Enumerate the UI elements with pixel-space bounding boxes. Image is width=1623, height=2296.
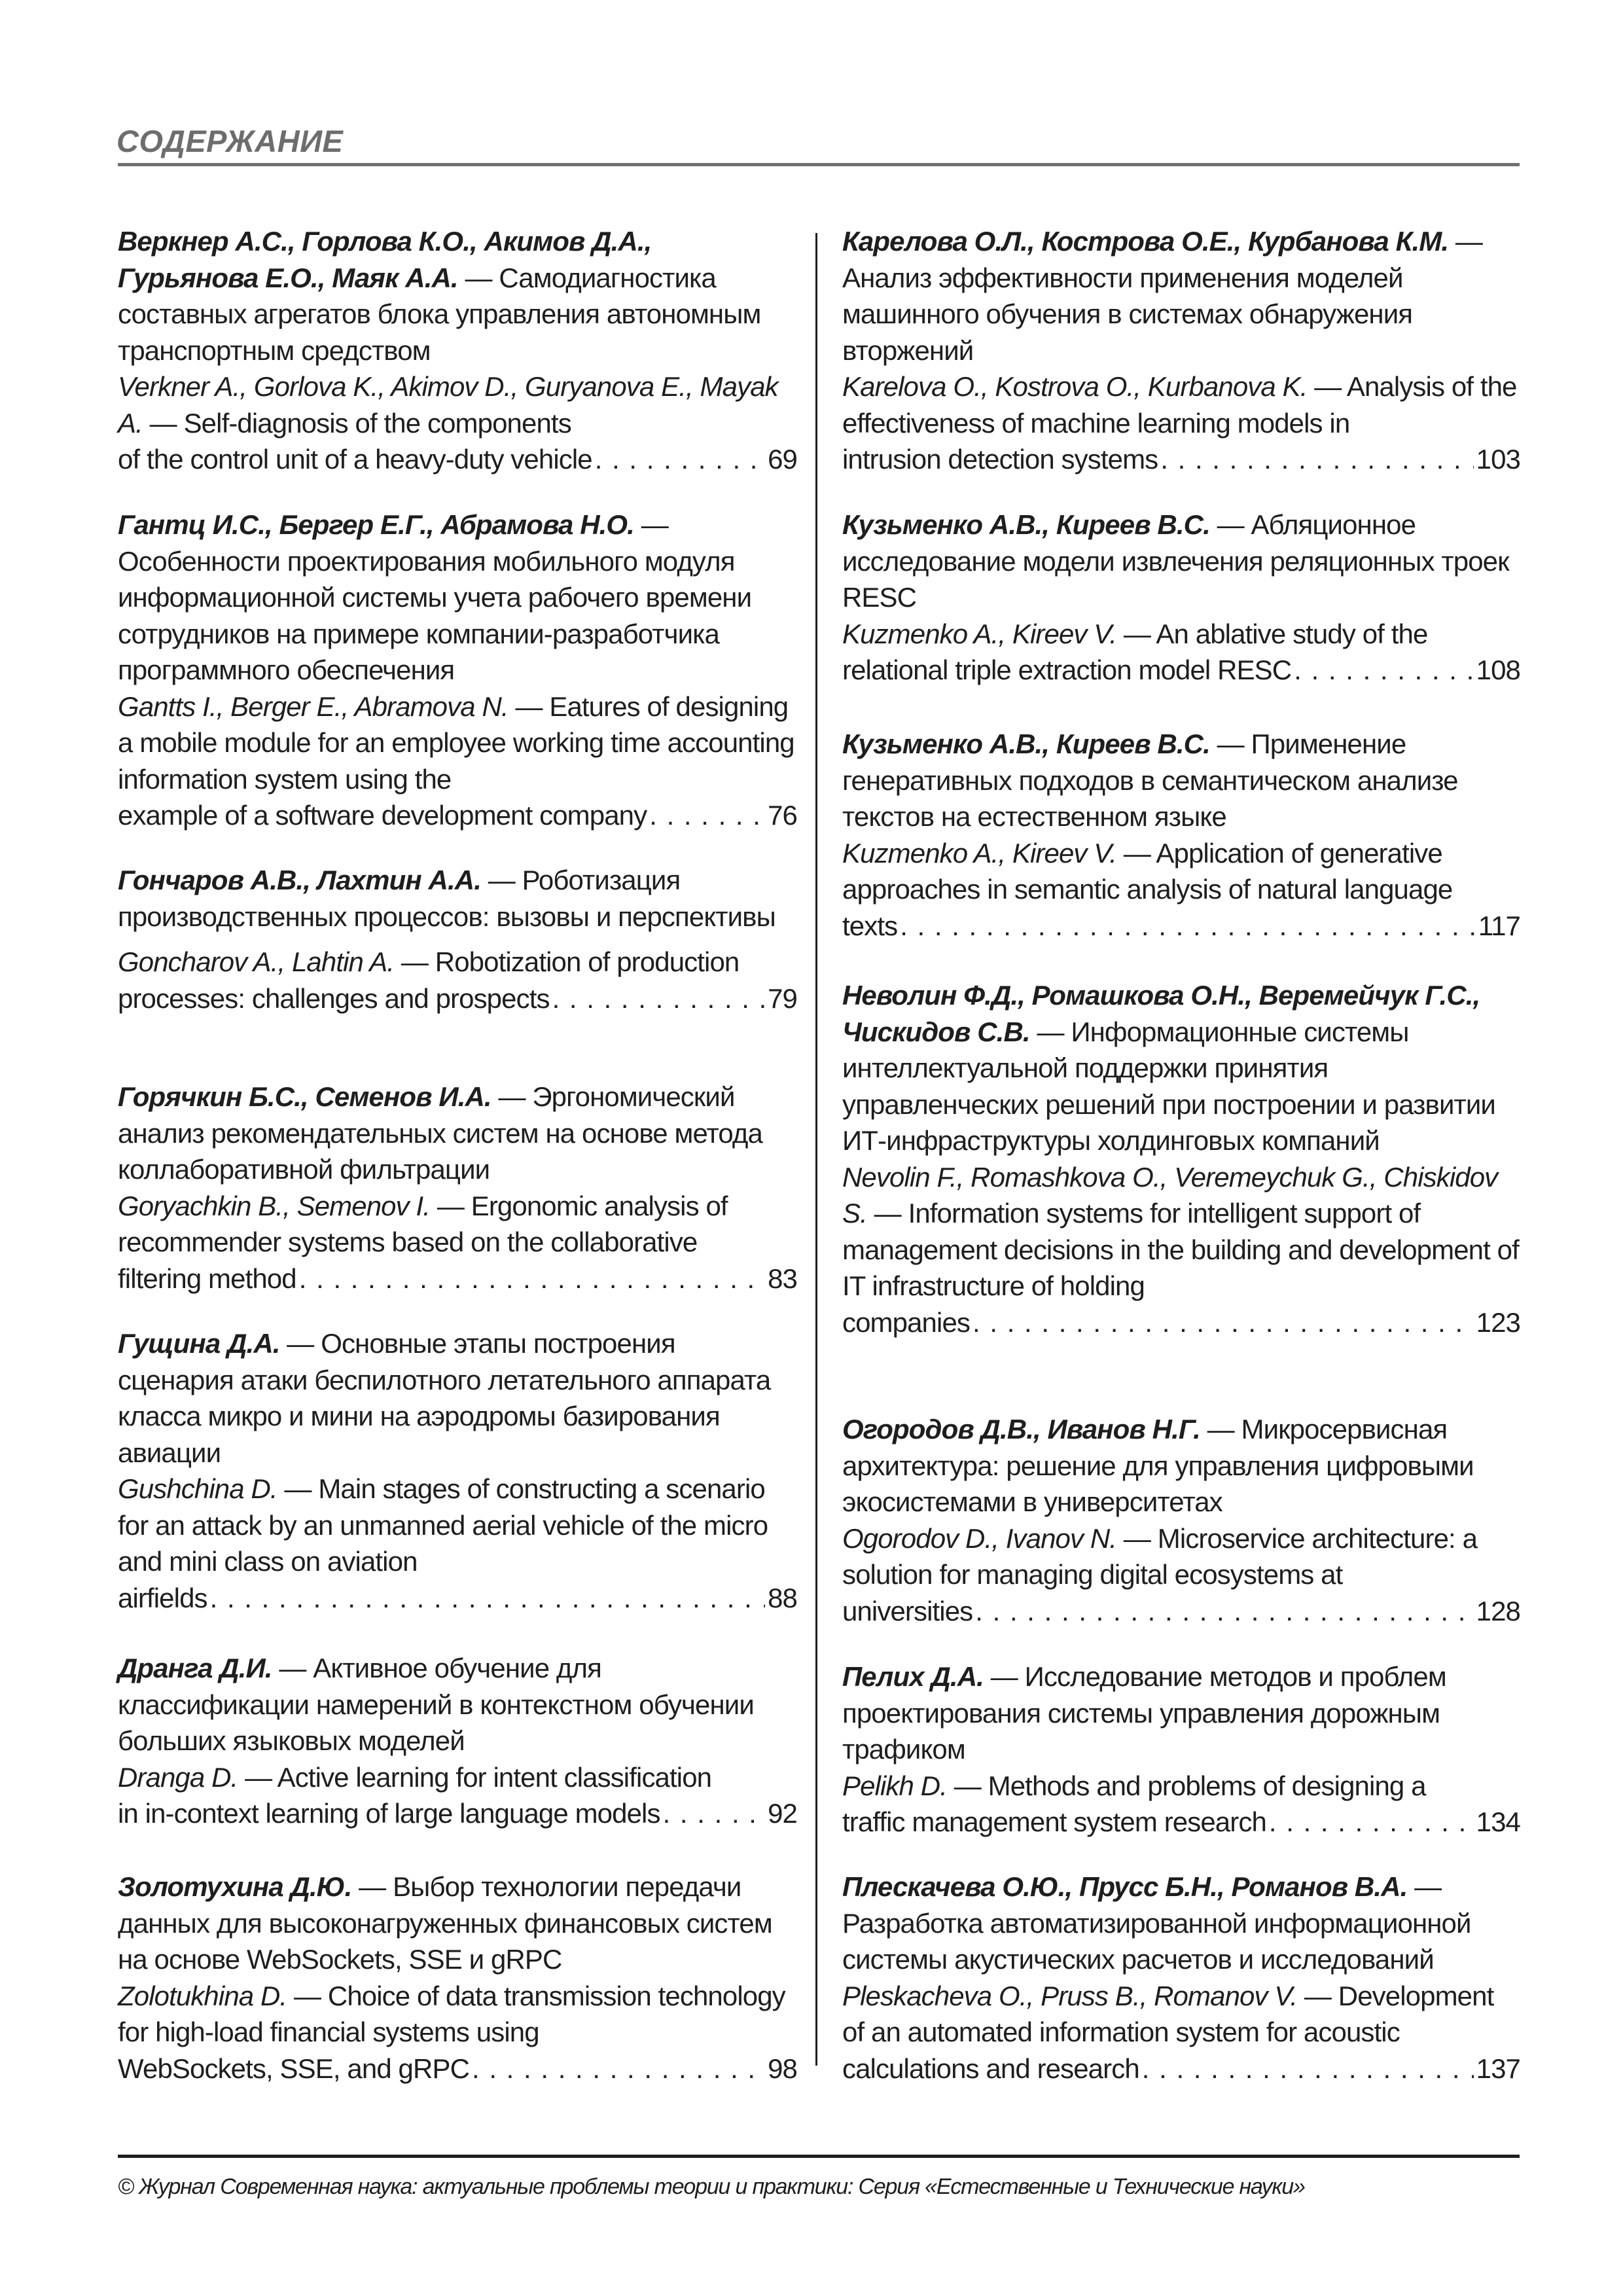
title-en-last: filtering method [118, 1263, 296, 1294]
title-en-last: companies [842, 1306, 971, 1338]
dash: — [437, 1190, 464, 1221]
authors-en: Goncharov A., Lahtin A. [118, 946, 395, 977]
toc-entry[interactable] [842, 726, 1520, 944]
dash: — [294, 1980, 321, 2011]
title-ru: Самодиагностика составных агрегатов блока управления автономным транспортным средством [118, 262, 761, 366]
title-ru: Активное обучение для классификации намерений в контекстном обучении больших языковых моделей [118, 1653, 754, 1756]
page-number[interactable]: 98 [768, 2053, 797, 2084]
dash: — [874, 1198, 901, 1229]
toc-entry[interactable] [118, 862, 797, 1016]
authors-en: Kuzmenko A., Kireev V. [842, 837, 1117, 869]
dash: — [1217, 728, 1244, 759]
dash: — [465, 262, 492, 293]
title-en-last: of the control unit of a heavy-duty vehicle [118, 444, 592, 475]
page-number[interactable]: 128 [1476, 1595, 1520, 1626]
dash: — [284, 1473, 312, 1504]
footer-divider [118, 2155, 1520, 2158]
authors-en: Pelikh D. [842, 1770, 947, 1801]
authors-en: Karelova O., Kostrova O., Kurbanova K. [842, 371, 1308, 402]
title-ru: Выбор технологии передачи данных для высоконагруженных финансовых систем на основе WebSockets, SSE и gRPC [118, 1871, 772, 1975]
dash: — [1123, 618, 1150, 649]
toc-entry[interactable] [842, 1659, 1520, 1840]
title-ru: Анализ эффективности применения моделей машинного обучения в системах обнаружения вторжений [842, 262, 1413, 366]
authors-en: Nevolin F., Romashkova O., Veremeychuk G., Chiskidov S. [842, 1161, 1498, 1229]
toc-entry[interactable] [118, 1079, 797, 1297]
dot-leader [663, 1795, 765, 1832]
authors-ru: Пелих Д.А. [842, 1661, 984, 1692]
toc-entry[interactable] [118, 507, 797, 834]
title-en: Eatures of designing a mobile module for an employee working time accounting information system using the [118, 691, 794, 795]
title-ru: Разработка автоматизированной информационной системы акустических расчетов и исследований [842, 1907, 1471, 1975]
title-en: Robotization of production [435, 946, 740, 977]
title-en-last: traffic management system research [842, 1806, 1266, 1837]
authors-ru: Веркнер А.С., Горлова К.О., Акимов Д.А., Гурьянова Е.О., Маяк А.А. [118, 226, 652, 293]
page-number[interactable]: 108 [1476, 655, 1520, 685]
dash: — [990, 1661, 1018, 1692]
dot-leader [595, 441, 765, 478]
title-en: Microservice architecture: a solution for managing digital ecosystems at [842, 1522, 1478, 1590]
title-en: Active learning for intent classification [277, 1761, 712, 1793]
toc-entry[interactable] [118, 1869, 797, 2087]
title-en-last: example of a software development company [118, 800, 647, 831]
title-en-last: calculations and research [842, 2053, 1139, 2084]
title-en: Choice of data transmission technology for high-load financial systems using [118, 1980, 785, 2047]
dash: — [1037, 1016, 1064, 1047]
dash: — [359, 1871, 386, 1902]
title-en: Methods and problems of designing a [988, 1770, 1426, 1801]
dash: — [245, 1761, 272, 1793]
authors-ru: Огородов Д.В., Иванов Н.Г. [842, 1414, 1200, 1444]
page-number[interactable]: 92 [768, 1798, 797, 1829]
title-ru: Основные этапы построения сценария атаки беспилотного летательного аппарата класса микро и мини на аэродромы базирования авиации [118, 1328, 771, 1468]
authors-ru: Гантц И.С., Бергер Е.Г., Абрамова Н.О. [118, 509, 634, 540]
page-number[interactable]: 134 [1476, 1806, 1520, 1837]
authors-en: Kuzmenko A., Kireev V. [842, 618, 1117, 649]
authors-en: Gantts I., Berger E., Abramova N. [118, 691, 508, 722]
title-ru: Роботизация производственных процессов: вызовы и перспективы [118, 865, 776, 932]
dash: — [515, 691, 543, 722]
title-en-last: processes: challenges and prospects [118, 982, 550, 1014]
title-ru: Абляционное исследование модели извлечения реляционных троек RESC [842, 509, 1509, 613]
title-en: Ergonomic analysis of recommender systems based on the collaborative [118, 1190, 728, 1257]
dash: — [1455, 226, 1483, 257]
authors-en: Ogorodov D., Ivanov N. [842, 1522, 1117, 1554]
dash: — [149, 407, 177, 439]
dash: — [401, 946, 428, 977]
page-number[interactable]: 117 [1478, 910, 1520, 941]
title-ru: Микросервисная архитектура: решение для управления цифровыми экосистемами в университетах [842, 1414, 1474, 1517]
title-ru: Применение генеративных подходов в семантическом анализе текстов на естественном языке [842, 728, 1458, 832]
title-ru: Эргономический анализ рекомендательных систем на основе метода коллаборативной фильтрации [118, 1081, 762, 1185]
dash: — [488, 865, 515, 895]
authors-ru: Неволин Ф.Д., Ромашкова О.Н., Веремейчук Г.С., Чискидов С.В. [842, 980, 1480, 1047]
dot-leader [972, 1304, 1474, 1341]
column-divider [815, 233, 817, 2066]
dash: — [279, 1653, 306, 1683]
toc-entry[interactable] [842, 1869, 1520, 2087]
toc-entry[interactable] [118, 223, 797, 478]
authors-ru: Плескачева О.Ю., Прусс Б.Н., Романов В.А. [842, 1871, 1408, 1902]
toc-entry[interactable] [842, 977, 1520, 1340]
authors-en: Pleskacheva O., Pruss B., Romanov V. [842, 1980, 1298, 2011]
title-en: Development of an automated information system for acoustic [842, 1980, 1494, 2047]
page-number[interactable]: 76 [768, 800, 797, 831]
title-en: Main stages of constructing a scenario for an attack by an unmanned aerial vehicle of the micro and mini class on aviation [118, 1473, 768, 1577]
dot-leader [1160, 441, 1473, 478]
title-en-last: texts [842, 910, 898, 941]
dash: — [287, 1328, 314, 1359]
authors-en: Verkner A., Gorlova K., Akimov D., Guryanova E., Mayak A. [118, 371, 778, 439]
dot-leader [900, 908, 1476, 944]
toc-entry[interactable] [842, 1411, 1520, 1629]
toc-entry[interactable] [842, 223, 1520, 478]
page-number[interactable]: 103 [1476, 444, 1520, 475]
title-en-last: airfields [118, 1582, 207, 1613]
authors-ru: Кузьменко А.В., Киреев В.С. [842, 728, 1210, 759]
dash: — [1123, 1522, 1150, 1554]
title-divider [118, 163, 1520, 166]
title-ru: Особенности проектирования мобильного модуля информационной системы учета рабочего времени сотрудников на примере компании-разработчика программного обеспечения [118, 545, 752, 685]
dot-leader [1294, 652, 1473, 689]
title-en: Information systems for intelligent support of management decisions in the building and development of IT infrastructure of holding [842, 1198, 1519, 1301]
page-number[interactable]: 123 [1476, 1306, 1520, 1338]
dot-leader [299, 1261, 765, 1297]
dot-leader [552, 980, 766, 1017]
title-en-last: WebSockets, SSE, and gRPC [118, 2053, 469, 2084]
dash: — [1304, 1980, 1332, 2011]
authors-ru: Горячкин Б.С., Семенов И.А. [118, 1081, 491, 1112]
title-en: Self-diagnosis of the components [183, 407, 571, 439]
title-en-last: relational triple extraction model RESC [842, 655, 1292, 685]
page-number[interactable]: 79 [768, 982, 797, 1014]
authors-ru: Дранга Д.И. [118, 1653, 272, 1683]
authors-en: Goryachkin B., Semenov I. [118, 1190, 431, 1221]
title-ru: Исследование методов и проблем проектирования системы управления дорожным трафиком [842, 1661, 1446, 1765]
dot-leader [1269, 1804, 1474, 1840]
dash: — [1123, 837, 1150, 869]
page-title: СОДЕРЖАНИЕ [116, 124, 344, 158]
dot-leader [210, 1580, 765, 1617]
dot-leader [649, 797, 765, 834]
title-en: Analysis of the effectiveness of machine learning models in [842, 371, 1517, 439]
authors-en: Zolotukhina D. [118, 1980, 287, 2011]
toc-entry[interactable] [118, 1650, 797, 1832]
toc-entry[interactable] [118, 1325, 797, 1616]
title-ru: Информационные системы интеллектуальной поддержки принятия управленческих решений при построении и развитии ИТ-инфраструктуры холдинговых компаний [842, 1016, 1495, 1156]
page-number[interactable]: 69 [768, 444, 797, 475]
authors-ru: Гущина Д.А. [118, 1328, 280, 1359]
authors-ru: Кузьменко А.В., Киреев В.С. [842, 509, 1210, 540]
authors-ru: Золотухина Д.Ю. [118, 1871, 352, 1902]
authors-ru: Карелова О.Л., Кострова О.Е., Курбанова К.М. [842, 226, 1449, 257]
footer-copyright: © Журнал Современная наука: актуальные проблемы теории и практики: Серия «Естественные и Технические науки» [118, 2174, 1305, 2199]
dash: — [954, 1770, 981, 1801]
authors-en: Dranga D. [118, 1761, 238, 1793]
title-en-last: in in-context learning of large language models [118, 1798, 660, 1829]
dot-leader [472, 2051, 765, 2087]
dash: — [1314, 371, 1342, 402]
dot-leader [975, 1593, 1473, 1630]
authors-en: Gushchina D. [118, 1473, 277, 1504]
title-en: Application of generative approaches in semantic analysis of natural language [842, 837, 1453, 905]
dash: — [1207, 1414, 1234, 1444]
page-number[interactable]: 137 [1476, 2053, 1520, 2084]
dot-leader [1142, 2051, 1474, 2087]
page-number[interactable]: 88 [768, 1582, 797, 1613]
authors-ru: Гончаров А.В., Лахтин А.А. [118, 865, 481, 895]
dash: — [641, 509, 668, 540]
dash: — [1414, 1871, 1442, 1902]
title-en-last: universities [842, 1595, 973, 1626]
title-en-last: intrusion detection systems [842, 444, 1158, 475]
dash: — [498, 1081, 526, 1112]
title-en: An ablative study of the [1156, 618, 1428, 649]
page-number[interactable]: 83 [768, 1263, 797, 1294]
toc-entry[interactable] [842, 507, 1520, 689]
dash: — [1217, 509, 1244, 540]
